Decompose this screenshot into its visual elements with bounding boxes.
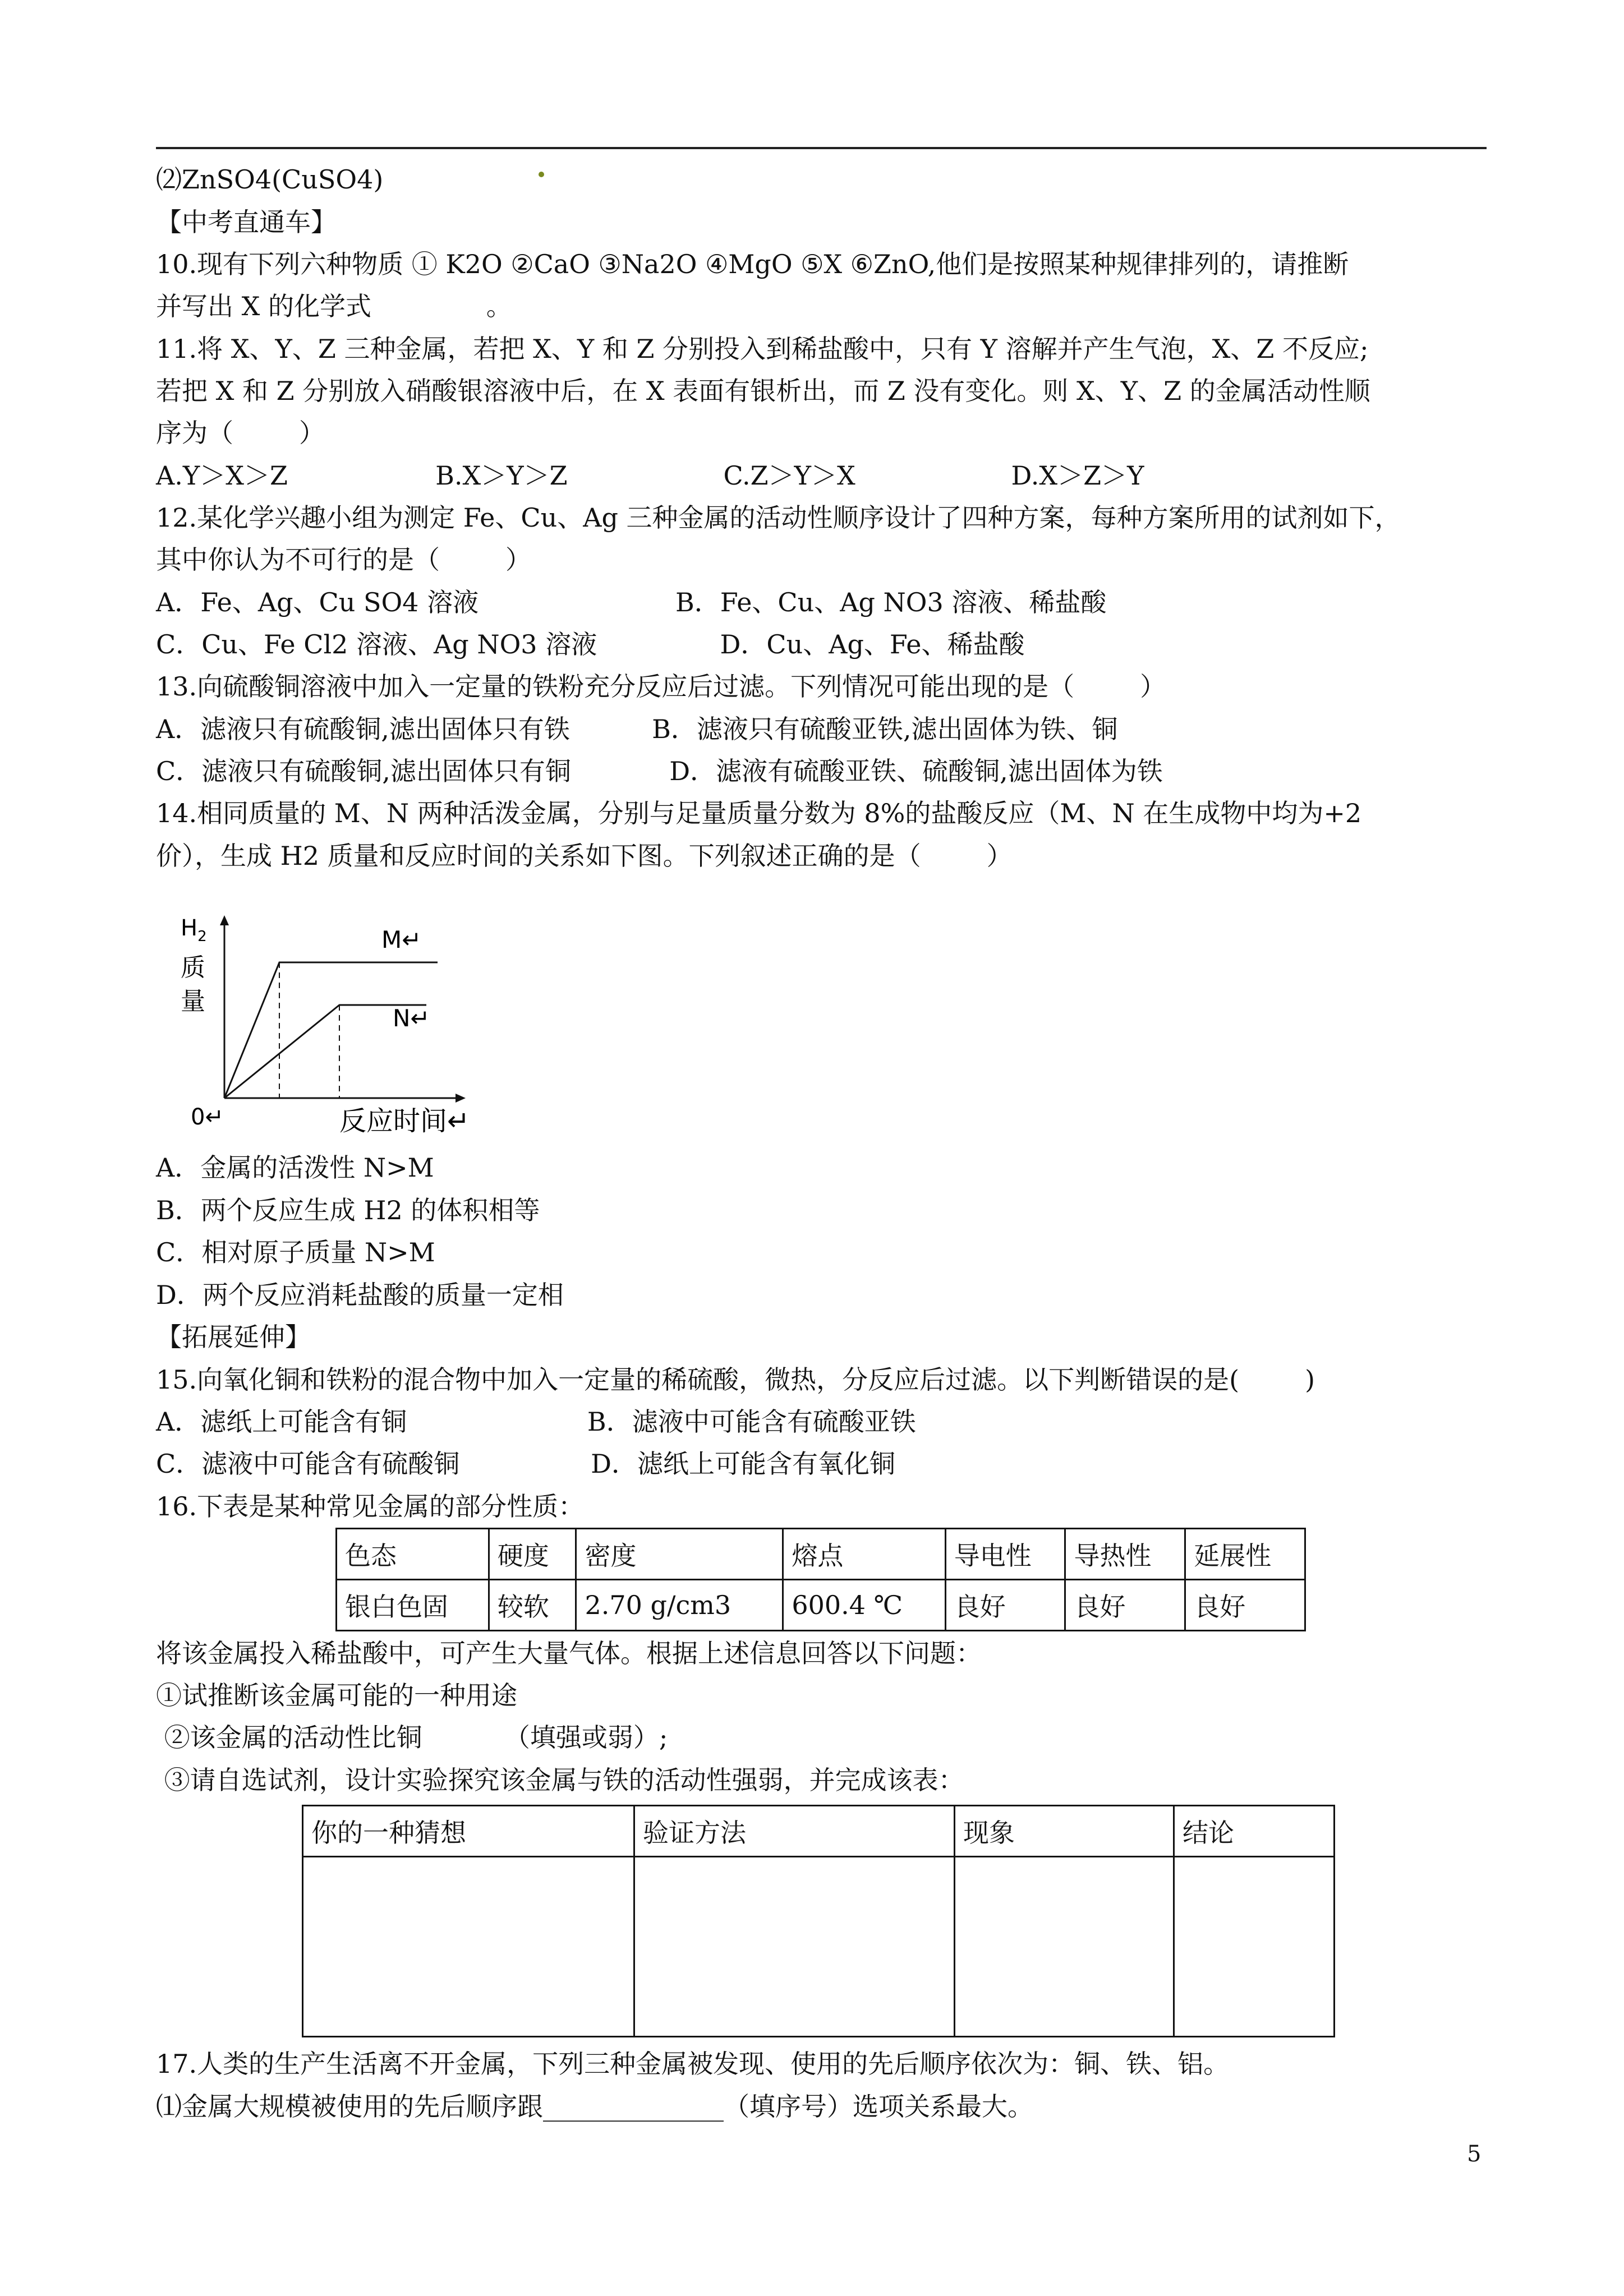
question-10: 10.现有下列六种物质 ① K2O ②CaO ③Na2O ④MgO ⑤X ⑥ZnO,他们是按照某种规律排列的，请推断 (156, 249, 1349, 279)
text-line: 序为（ ） (156, 418, 325, 448)
table-header-cell: 导电性 (945, 1529, 1065, 1580)
text-line: 若把 X 和 Z 分别放入硝酸银溶液中后，在 X 表面有银析出，而 Z 没有变化。则 X、Y、Z 的金属活动性顺 (156, 376, 1370, 406)
decorative-dot (539, 172, 544, 177)
table-header-row (303, 1806, 1335, 1857)
section-heading: 【拓展延伸】 (156, 1322, 311, 1352)
options-line: C．滤液中可能含有硫酸铜 D．滤纸上可能含有氧化铜 (156, 1449, 896, 1479)
question-13: 13.向硫酸铜溶液中加入一定量的铁粉充分反应后过滤。下列情况可能出现的是（ ） (156, 671, 1166, 702)
question-16: 16.下表是某种常见金属的部分性质： (156, 1491, 585, 1522)
label-m: M↵ (381, 926, 422, 953)
text-line: 并写出 X 的化学式 。 (156, 291, 512, 321)
y-axis-arrow (220, 915, 229, 925)
table-header-cell: 硬度 (489, 1529, 576, 1580)
sub-question: ②该金属的活动性比铜 （填强或弱）; (156, 1722, 668, 1753)
table-cell: 良好 (945, 1580, 1065, 1631)
table-header-row (337, 1529, 1305, 1580)
table-cell: 2.70 g/cm3 (576, 1580, 783, 1631)
page-number: 5 (1467, 2141, 1482, 2167)
table-cell: 较软 (489, 1580, 576, 1631)
table-row (303, 1857, 1335, 2037)
section-heading: 【中考直通车】 (156, 207, 337, 237)
table-header-cell: 你的一种猜想 (303, 1806, 634, 1857)
sub-question: ⑴金属大规模被使用的先后顺序跟______________（填序号）选项关系最大。 (156, 2091, 1033, 2122)
table-cell (955, 1857, 1174, 2037)
options-line: A．滤液只有硫酸铜,滤出固体只有铁 B．滤液只有硫酸亚铁,滤出固体为铁、铜 (156, 714, 1118, 744)
question-14: 14.相同质量的 M、N 两种活泼金属，分别与足量质量分数为 8%的盐酸反应（M、N 在生成物中均为+2 (156, 798, 1362, 828)
options-line: A．Fe、Ag、Cu SO4 溶液 B．Fe、Cu、Ag NO3 溶液、稀盐酸 (156, 587, 1107, 617)
option-c: C．相对原子质量 N>M (156, 1237, 435, 1267)
reaction-graph (168, 909, 505, 1144)
text-line: 价），生成 H2 质量和反应时间的关系如下图。下列叙述正确的是（ ） (156, 841, 1013, 871)
text-line: ⑵ZnSO4(CuSO4) (156, 164, 384, 195)
table-header-cell: 熔点 (783, 1529, 945, 1580)
table-header-cell: 导热性 (1065, 1529, 1185, 1580)
experiment-table (302, 1805, 1335, 2037)
options-line: C．Cu、Fe Cl2 溶液、Ag NO3 溶液 D．Cu、Ag、Fe、稀盐酸 (156, 629, 1025, 660)
header-rule (156, 147, 1487, 149)
table-header-cell: 验证方法 (634, 1806, 955, 1857)
table-row (337, 1580, 1305, 1631)
question-12: 12.某化学兴趣小组为测定 Fe、Cu、Ag 三种金属的活动性顺序设计了四种方案，每种方案所用的试剂如下， (156, 502, 1401, 533)
table-cell (1174, 1857, 1335, 2037)
options-line: A.Y＞X＞Z B.X＞Y＞Z C.Z＞Y＞X D.X＞Z＞Y (156, 460, 1144, 491)
text-line: 将该金属投入稀盐酸中，可产生大量气体。根据上述信息回答以下问题： (156, 1638, 982, 1668)
table-cell (303, 1857, 634, 2037)
table-header-cell: 色态 (337, 1529, 489, 1580)
table-header-cell: 延展性 (1185, 1529, 1305, 1580)
option-a: A．金属的活泼性 N>M (156, 1152, 434, 1183)
label-n: N↵ (393, 1004, 430, 1032)
table-cell: 600.4 ℃ (783, 1580, 945, 1631)
graph-y-label: 质 (181, 953, 205, 982)
graph-x-label: 反应时间↵ (339, 1105, 470, 1137)
x-axis-arrow (456, 1094, 466, 1103)
question-11: 11.将 X、Y、Z 三种金属，若把 X、Y 和 Z 分别投入到稀盐酸中，只有 Y 溶解并产生气泡，X、Z 不反应; (156, 334, 1369, 364)
options-line: A．滤纸上可能含有铜 B．滤液中可能含有硫酸亚铁 (156, 1407, 916, 1437)
option-b: B．两个反应生成 H2 的体积相等 (156, 1195, 540, 1225)
graph-origin: 0↵ (191, 1104, 224, 1130)
sub-question: ③请自选试剂，设计实验探究该金属与铁的活动性强弱，并完成该表： (156, 1765, 964, 1795)
graph-y-label: 量 (181, 987, 205, 1016)
text-line: 其中你认为不可行的是（ ） (156, 545, 531, 575)
table-header-cell: 密度 (576, 1529, 783, 1580)
option-d: D．两个反应消耗盐酸的质量一定相 (156, 1280, 564, 1310)
table-cell: 良好 (1065, 1580, 1185, 1631)
graph-y-label: $H_2$ (181, 915, 207, 945)
question-17: 17.人类的生产生活离不开金属，下列三种金属被发现、使用的先后顺序依次为：铜、铁、铝。 (156, 2049, 1230, 2079)
question-15: 15.向氧化铜和铁粉的混合物中加入一定量的稀硫酸，微热，分反应后过滤。以下判断错误的是( ) (156, 1364, 1315, 1395)
table-cell (634, 1857, 955, 2037)
table-header-cell: 结论 (1174, 1806, 1335, 1857)
table-header-cell: 现象 (955, 1806, 1174, 1857)
table-cell: 银白色固 (337, 1580, 489, 1631)
sub-question: ①试推断该金属可能的一种用途 (156, 1680, 517, 1711)
metal-properties-table (335, 1528, 1306, 1631)
table-cell: 良好 (1185, 1580, 1305, 1631)
options-line: C．滤液只有硫酸铜,滤出固体只有铜 D．滤液有硫酸亚铁、硫酸铜,滤出固体为铁 (156, 756, 1163, 786)
